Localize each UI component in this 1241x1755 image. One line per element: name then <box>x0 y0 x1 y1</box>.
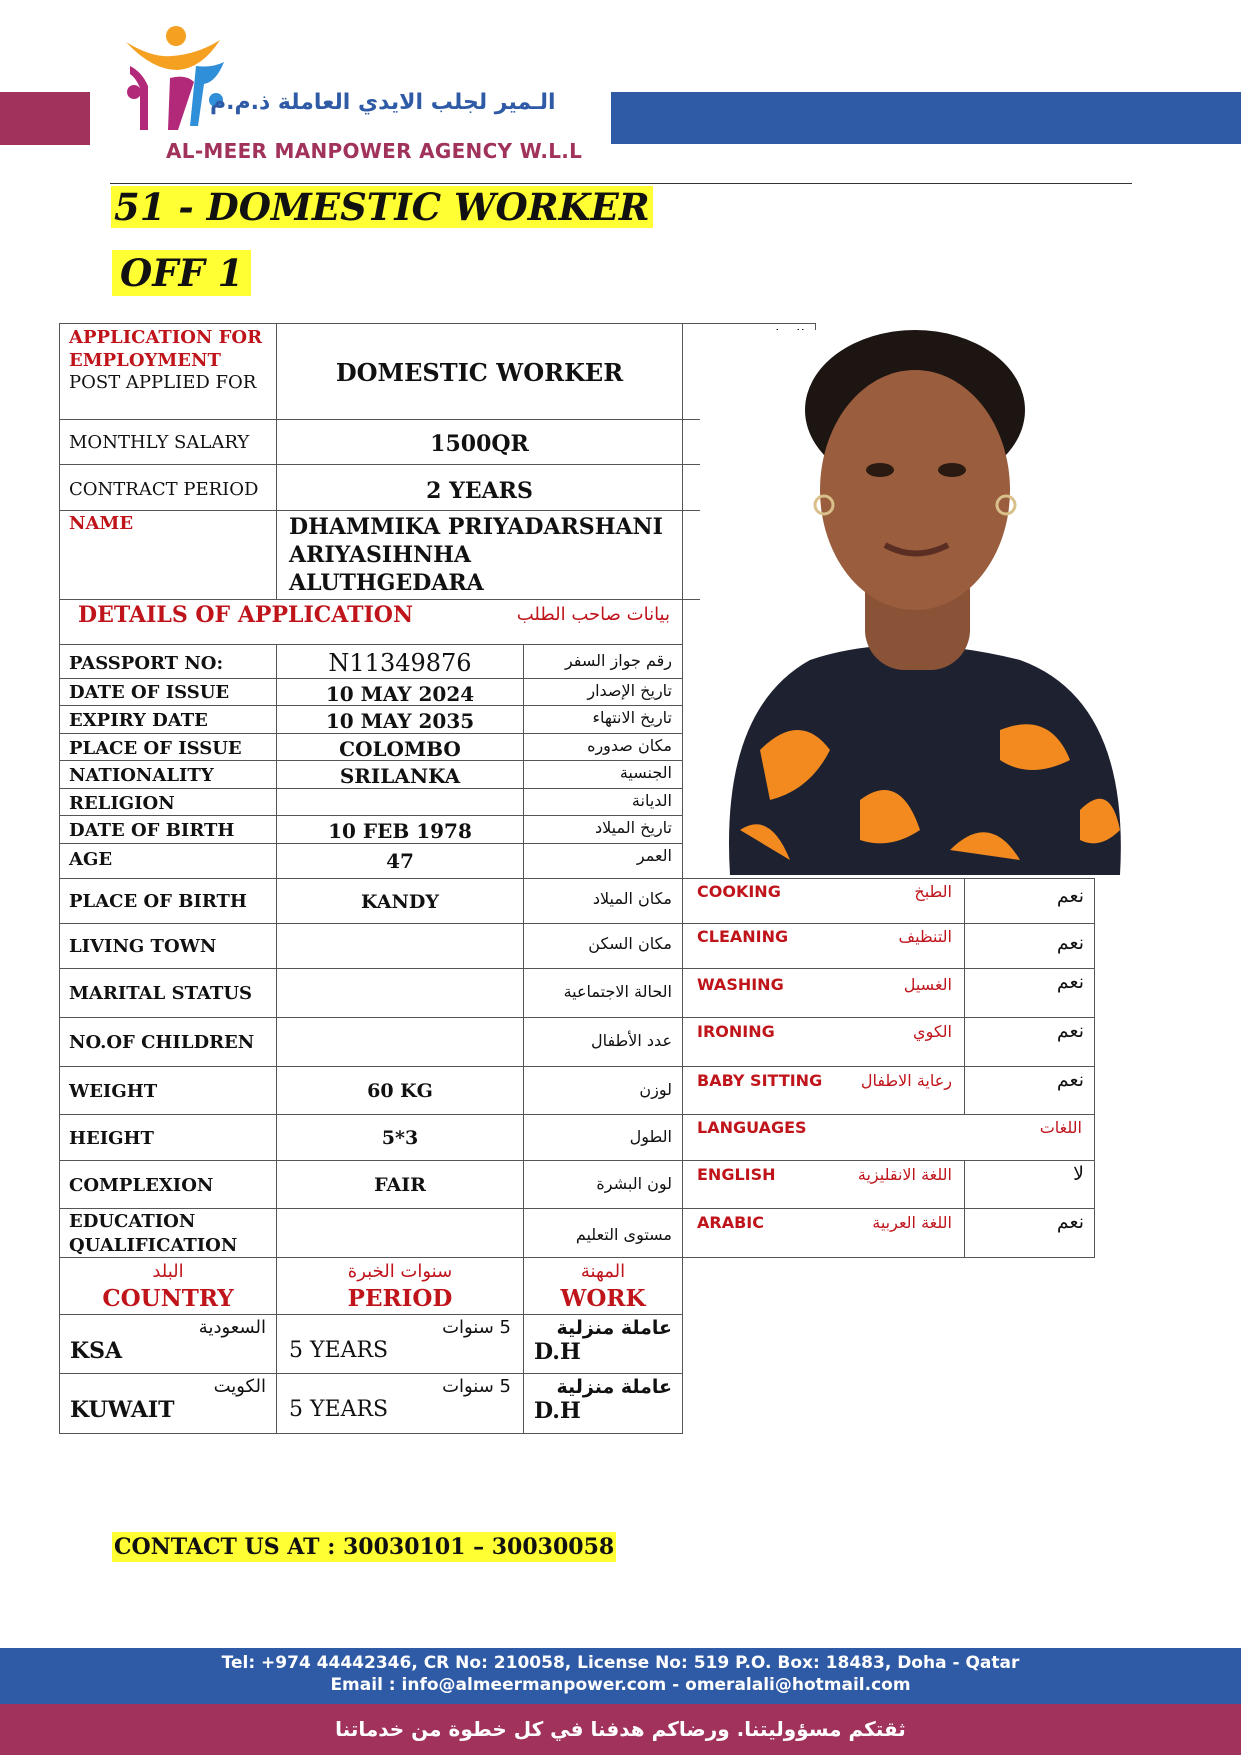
detail-arabic: الحالة الاجتماعية <box>523 968 683 1018</box>
skill-answer: نعم <box>964 1066 1095 1115</box>
language-name: ENGLISH <box>697 1165 776 1184</box>
exp-country-cell <box>59 1373 277 1434</box>
skill-name-arabic: التنظيف <box>898 927 952 946</box>
detail-value: 60 KG <box>276 1066 524 1115</box>
post-label: POST APPLIED FOR <box>69 372 257 393</box>
footer-contact-band <box>0 1648 1241 1704</box>
exp-header-en: WORK <box>560 1285 646 1312</box>
detail-label: COMPLEXION <box>59 1160 277 1209</box>
name-label: NAME <box>59 510 277 600</box>
detail-arabic: تاريخ الانتهاء <box>523 705 683 734</box>
exp-header-period <box>276 1257 524 1315</box>
detail-value: COLOMBO <box>276 733 524 761</box>
exp-period: 5 YEARS <box>289 1397 389 1422</box>
detail-arabic: الجنسية <box>523 760 683 789</box>
detail-value: 5*3 <box>276 1114 524 1161</box>
language-name-arabic: اللغة العربية <box>872 1213 952 1232</box>
header-band-right <box>611 92 1241 144</box>
skill-cell <box>682 1066 965 1115</box>
footer-slogan: ثقتكم مسؤوليتنا. ورضاكم هدفنا في كل خطوة من خدماتنا <box>0 1704 1241 1755</box>
company-name-english: AL-MEER MANPOWER AGENCY W.L.L <box>166 139 583 163</box>
page-title: 51 - DOMESTIC WORKER <box>111 186 653 228</box>
footer-line-2: Email : info@almeermanpower.com - omeralali@hotmail.com <box>330 1675 911 1695</box>
exp-country-ar: السعودية <box>198 1317 266 1338</box>
detail-arabic: رقم جواز السفر <box>523 644 683 679</box>
detail-arabic: لوزن <box>523 1066 683 1115</box>
detail-label: NATIONALITY <box>59 760 277 789</box>
exp-work: D.H <box>534 1339 581 1365</box>
detail-value <box>276 968 524 1018</box>
post-value: DOMESTIC WORKER <box>276 323 683 420</box>
skill-name-arabic: الكوي <box>913 1022 952 1041</box>
exp-work-cell <box>523 1373 683 1434</box>
detail-arabic: مكان صدوره <box>523 733 683 761</box>
detail-arabic: عدد الأطفال <box>523 1017 683 1067</box>
exp-work-ar: عاملة منزلية <box>556 1376 672 1398</box>
language-name-arabic: اللغة الانقليزية <box>857 1165 952 1184</box>
detail-label: RELIGION <box>59 788 277 816</box>
skill-cell <box>682 878 965 924</box>
skill-answer: نعم <box>964 1017 1095 1067</box>
detail-value: 10 MAY 2024 <box>276 678 524 706</box>
skill-name-arabic: الغسيل <box>903 975 952 994</box>
exp-country: KSA <box>70 1338 123 1364</box>
exp-period-ar: 5 سنوات <box>442 1317 511 1338</box>
exp-header-ar: سنوات الخبرة <box>347 1261 453 1282</box>
header-divider <box>110 183 1132 184</box>
detail-label: DATE OF BIRTH <box>59 815 277 844</box>
exp-period-cell <box>276 1373 524 1434</box>
details-heading: DETAILS OF APPLICATION <box>78 602 414 628</box>
footer-line-1: Tel: +974 44442346, CR No: 210058, License No: 519 P.O. Box: 18483, Doha - Qatar <box>221 1653 1020 1673</box>
detail-value: FAIR <box>276 1160 524 1209</box>
salary-label: MONTHLY SALARY <box>59 419 277 465</box>
language-answer: لا <box>964 1160 1095 1209</box>
detail-label: LIVING TOWN <box>59 923 277 969</box>
skill-answer: نعم <box>964 923 1095 969</box>
skill-name: CLEANING <box>697 927 789 946</box>
contact-line: CONTACT US AT : 30030101 – 30030058 <box>114 1534 615 1560</box>
exp-work-ar: عاملة منزلية <box>556 1317 672 1339</box>
skill-name: WASHING <box>697 975 784 994</box>
detail-label: MARITAL STATUS <box>59 968 277 1018</box>
detail-arabic: الديانة <box>523 788 683 816</box>
skill-name: COOKING <box>697 882 781 901</box>
detail-label: EXPIRY DATE <box>59 705 277 734</box>
skill-name: IRONING <box>697 1022 775 1041</box>
post-label-red: APPLICATION FOR EMPLOYMENT <box>69 327 263 371</box>
detail-label: AGE <box>59 843 277 879</box>
exp-period: 5 YEARS <box>289 1338 389 1363</box>
language-name: ARABIC <box>697 1213 764 1232</box>
applicant-portrait-icon <box>700 330 1241 875</box>
contract-label: CONTRACT PERIOD <box>59 464 277 511</box>
exp-country-ar: الكويت <box>213 1376 266 1397</box>
salary-value: 1500QR <box>276 419 683 465</box>
company-name-arabic: الـمير لجلب الايدي العاملة ذ.م.م <box>210 90 556 115</box>
languages-header-cell <box>682 1114 1095 1161</box>
exp-country: KUWAIT <box>70 1397 175 1423</box>
exp-period-ar: 5 سنوات <box>442 1376 511 1397</box>
skill-name-arabic: الطبخ <box>914 882 952 901</box>
skill-answer: نعم <box>964 878 1095 924</box>
languages-label: LANGUAGES <box>697 1118 807 1137</box>
post-label-cell <box>59 323 277 420</box>
detail-label: PASSPORT NO: <box>59 644 277 679</box>
exp-header-ar: المهنة <box>580 1261 626 1282</box>
detail-value: SRILANKA <box>276 760 524 789</box>
page-subtitle: OFF 1 <box>112 250 251 296</box>
exp-header-ar: البلد <box>152 1261 184 1282</box>
name-value: DHAMMIKA PRIYADARSHANI ARIYASIHNHA ALUTHGEDARA <box>276 510 683 600</box>
contract-value: 2 YEARS <box>276 464 683 511</box>
skill-cell <box>682 968 965 1018</box>
detail-value <box>276 788 524 816</box>
detail-value: KANDY <box>276 878 524 924</box>
exp-header-country <box>59 1257 277 1315</box>
detail-value <box>276 1017 524 1067</box>
detail-label: EDUCATION QUALIFICATION <box>59 1208 277 1258</box>
detail-value: 10 FEB 1978 <box>276 815 524 844</box>
language-cell <box>682 1208 965 1258</box>
exp-work: D.H <box>534 1398 581 1424</box>
detail-arabic: لون البشرة <box>523 1160 683 1209</box>
detail-label: DATE OF ISSUE <box>59 678 277 706</box>
detail-value <box>276 923 524 969</box>
skill-cell <box>682 1017 965 1067</box>
detail-value: 10 MAY 2035 <box>276 705 524 734</box>
language-answer: نعم <box>964 1208 1095 1258</box>
applicant-photo <box>700 330 1241 875</box>
detail-label: WEIGHT <box>59 1066 277 1115</box>
detail-arabic: الطول <box>523 1114 683 1161</box>
language-cell <box>682 1160 965 1209</box>
detail-value <box>276 1208 524 1258</box>
exp-header-en: COUNTRY <box>102 1285 234 1312</box>
detail-label: PLACE OF ISSUE <box>59 733 277 761</box>
exp-header-en: PERIOD <box>347 1285 453 1312</box>
company-logo-icon <box>112 22 236 134</box>
detail-arabic: مستوى التعليم <box>523 1208 683 1258</box>
header-band-left <box>0 92 90 145</box>
exp-period-cell <box>276 1314 524 1374</box>
detail-label: PLACE OF BIRTH <box>59 878 277 924</box>
detail-arabic: تاريخ الميلاد <box>523 815 683 844</box>
details-heading-cell <box>59 599 683 645</box>
detail-value: N11349876 <box>276 644 524 679</box>
skill-answer: نعم <box>964 968 1095 1018</box>
detail-arabic: العمر <box>523 843 683 879</box>
detail-value: 47 <box>276 843 524 879</box>
skill-cell <box>682 923 965 969</box>
exp-country-cell <box>59 1314 277 1374</box>
detail-arabic: مكان الميلاد <box>523 878 683 924</box>
detail-arabic: مكان السكن <box>523 923 683 969</box>
languages-label-arabic: اللغات <box>1039 1118 1082 1137</box>
details-heading-arabic: بيانات صاحب الطلب <box>516 604 670 625</box>
exp-header-work <box>523 1257 683 1315</box>
skill-name: BABY SITTING <box>697 1071 823 1090</box>
detail-label: HEIGHT <box>59 1114 277 1161</box>
detail-label: NO.OF CHILDREN <box>59 1017 277 1067</box>
exp-work-cell <box>523 1314 683 1374</box>
detail-arabic: تاريخ الإصدار <box>523 678 683 706</box>
skill-name-arabic: رعاية الاطفال <box>860 1071 952 1090</box>
